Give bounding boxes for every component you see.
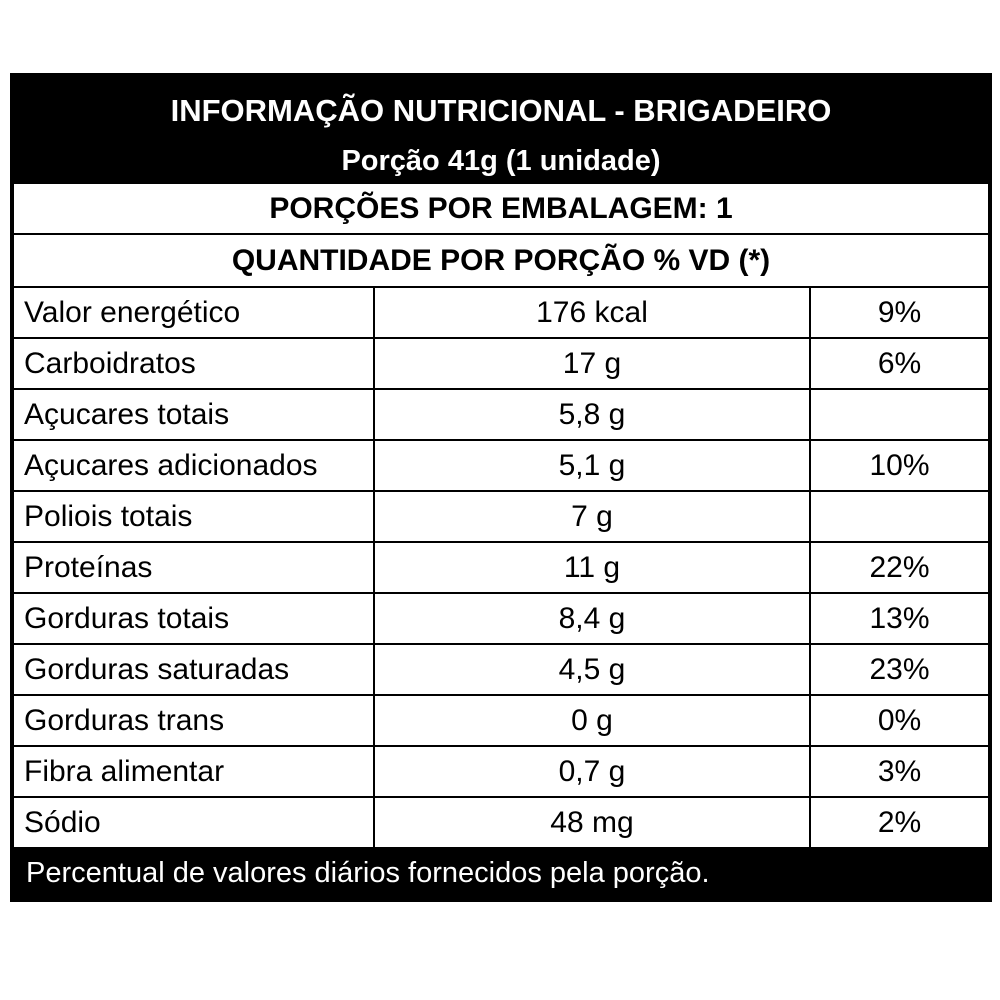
nutrient-name: Gorduras trans: [12, 695, 374, 746]
nutrient-daily-value: 2%: [810, 797, 990, 848]
table-row: [12, 491, 990, 542]
nutrient-daily-value: [810, 491, 990, 542]
servings-banner-row: [12, 183, 990, 234]
table-row: [12, 797, 990, 848]
portion-subtitle: Porção 41g (1 unidade): [341, 145, 661, 177]
nutrient-quantity: 176 kcal: [374, 287, 810, 338]
nutrient-daily-value: 9%: [810, 287, 990, 338]
nutrient-quantity: 8,4 g: [374, 593, 810, 644]
nutrient-quantity: 0,7 g: [374, 746, 810, 797]
table-row: [12, 440, 990, 491]
nutrient-name: Açucares adicionados: [12, 440, 374, 491]
quantity-per-serving-label: QUANTIDADE POR PORÇÃO % VD (*): [12, 234, 990, 287]
nutrient-name: Poliois totais: [12, 491, 374, 542]
nutrient-quantity: 17 g: [374, 338, 810, 389]
nutrient-name: Proteínas: [12, 542, 374, 593]
nutrient-quantity: 5,1 g: [374, 440, 810, 491]
page-title: INFORMAÇÃO NUTRICIONAL - BRIGADEIRO: [170, 93, 832, 128]
nutrient-quantity: 48 mg: [374, 797, 810, 848]
daily-value-note: Percentual de valores diários fornecidos pela porção.: [12, 848, 990, 900]
servings-per-package-label: PORÇÕES POR EMBALAGEM: 1: [12, 183, 990, 234]
table-row: [12, 287, 990, 338]
nutrient-name: Fibra alimentar: [12, 746, 374, 797]
table-row: [12, 389, 990, 440]
nutrient-daily-value: 22%: [810, 542, 990, 593]
nutrient-quantity: 5,8 g: [374, 389, 810, 440]
nutrient-daily-value: 10%: [810, 440, 990, 491]
header-row: [12, 75, 990, 183]
nutrient-daily-value: [810, 389, 990, 440]
table-row: [12, 593, 990, 644]
nutrient-quantity: 4,5 g: [374, 644, 810, 695]
nutrient-name: Valor energético: [12, 287, 374, 338]
nutrient-daily-value: 6%: [810, 338, 990, 389]
table-row: [12, 338, 990, 389]
quantity-banner-row: [12, 234, 990, 287]
nutrient-daily-value: 3%: [810, 746, 990, 797]
nutrient-quantity: 0 g: [374, 695, 810, 746]
header-block: [12, 75, 990, 183]
nutrient-name: Gorduras saturadas: [12, 644, 374, 695]
nutrient-daily-value: 0%: [810, 695, 990, 746]
footer-row: [12, 848, 990, 900]
table-row: [12, 644, 990, 695]
nutrient-quantity: 11 g: [374, 542, 810, 593]
table-row: [12, 746, 990, 797]
nutrient-name: Açucares totais: [12, 389, 374, 440]
table-row: [12, 695, 990, 746]
nutrient-name: Sódio: [12, 797, 374, 848]
nutrient-daily-value: 13%: [810, 593, 990, 644]
nutrient-name: Carboidratos: [12, 338, 374, 389]
nutrient-daily-value: 23%: [810, 644, 990, 695]
table-row: [12, 542, 990, 593]
nutrient-name: Gorduras totais: [12, 593, 374, 644]
nutrient-quantity: 7 g: [374, 491, 810, 542]
nutrition-table: [10, 73, 992, 902]
